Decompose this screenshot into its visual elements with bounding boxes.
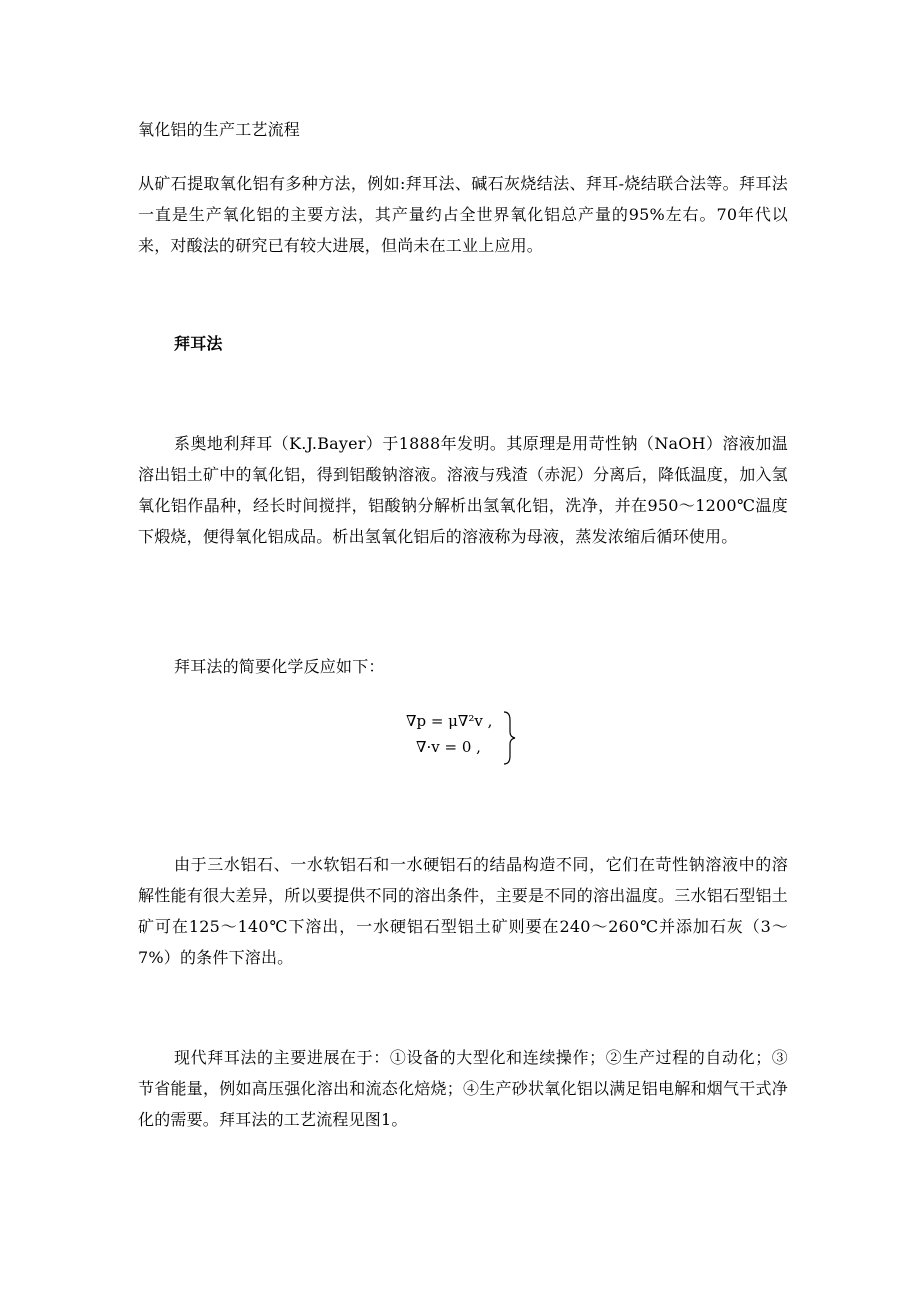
paragraph-bayer-origin: 系奥地利拜耳（K.J.Bayer）于1888年发明。其原理是用苛性钠（NaOH）溶液加温溶出铝土矿中的氧化铝，得到铝酸钠溶液。溶液与残渣（赤泥）分离后，降低温度，加入氢氧化铝作晶种，经长时间搅拌，铝酸钠分解析出氢氧化铝，洗净，并在950～1200℃温度下煅烧，便得氧化铝成品。析出氢氧化铝后的溶液称为母液，蒸发浓缩后循环使用。: [138, 434, 788, 546]
formula-image: [400, 706, 530, 768]
intro-paragraph: 从矿石提取氧化铝有多种方法，例如:拜耳法、碱石灰烧结法、拜耳-烧结联合法等。拜耳法一直是生产氧化铝的主要方法，其产量约占全世界氧化铝总产量的95%左右。70年代以来，对酸法的研究已有较大进展，但尚未在工业上应用。: [138, 174, 788, 255]
paragraph-dissolution: 由于三水铝石、一水软铝石和一水硬铝石的结晶构造不同，它们在苛性钠溶液中的溶解性能有很大差异，所以要提供不同的溶出条件，主要是不同的溶出温度。三水铝石型铝土矿可在125～140℃下溶出，一水硬铝石型铝土矿则要在240～260℃并添加石灰（3～7%）的条件下溶出。: [138, 855, 788, 967]
paragraph-modern-progress: 现代拜耳法的主要进展在于：①设备的大型化和连续操作；②生产过程的自动化；③节省能量，例如高压强化溶出和流态化焙烧；④生产砂状氧化铝以满足铝电解和烟气干式净化的需要。拜耳法的工艺流程见图1。: [138, 1048, 788, 1129]
formula-brace: [504, 712, 515, 764]
document-title: 氧化铝的生产工艺流程: [138, 120, 301, 139]
formula-line-1: ∇p = μ∇²v ,: [406, 712, 493, 730]
section-heading: 拜耳法: [174, 334, 223, 353]
paragraph-reaction-intro: 拜耳法的简要化学反应如下：: [174, 657, 385, 676]
formula-line-2: ∇·v = 0 ,: [416, 738, 481, 756]
